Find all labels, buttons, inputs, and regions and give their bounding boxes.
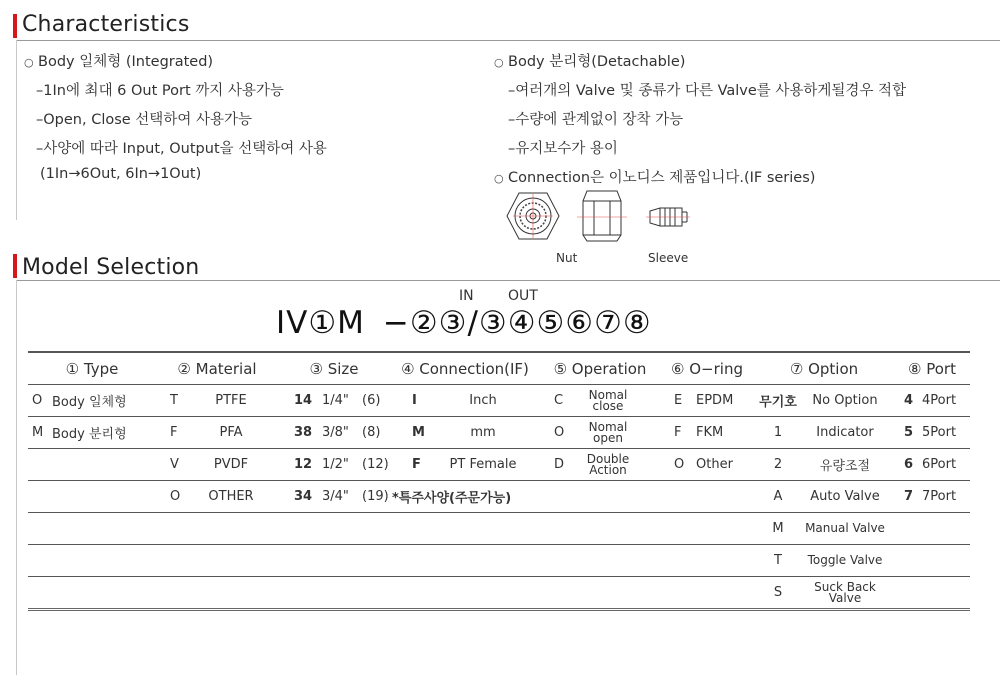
port-name: 5Port <box>922 425 957 440</box>
option-name: Manual Valve <box>805 521 885 535</box>
cell-content <box>660 577 754 608</box>
oring-name: FKM <box>696 425 724 440</box>
table-cell <box>894 481 970 513</box>
table-cell <box>754 545 894 577</box>
right-bullet-text: Body 분리형(Detachable) <box>508 54 686 70</box>
size-code: 34 <box>294 489 313 504</box>
cell-content <box>754 481 894 512</box>
left-line-3: –사양에 따라 Input, Output을 선택하여 사용 <box>36 141 327 157</box>
table-cell <box>28 513 156 545</box>
oring-code: E <box>674 393 683 408</box>
table-cell <box>28 545 156 577</box>
table-cell <box>390 449 540 481</box>
cell-content <box>660 385 754 416</box>
material-code: F <box>170 425 178 440</box>
table-cell <box>156 385 278 417</box>
table-cell <box>28 449 156 481</box>
oring-name: EPDM <box>696 393 734 408</box>
model-code <box>276 305 652 341</box>
connection-name: PT Female <box>449 457 517 472</box>
cell-content <box>390 513 540 544</box>
table-cell <box>754 481 894 513</box>
oring-code: O <box>674 457 685 472</box>
table-cell <box>660 577 754 610</box>
oring-name: Other <box>696 457 733 472</box>
option-name: Suck Back Valve <box>814 579 876 605</box>
table-cell <box>894 385 970 417</box>
cell-content <box>156 449 278 480</box>
cell-content <box>660 545 754 576</box>
cell-content <box>754 513 894 544</box>
cell-content <box>540 577 660 608</box>
model-selection-left-border <box>16 280 17 675</box>
table-cell <box>894 449 970 481</box>
table-cell <box>660 545 754 577</box>
sleeve-icon <box>646 204 690 230</box>
model-code-dash: − <box>382 305 410 341</box>
left-line-1: –1In에 최대 6 Out Port 까지 사용가능 <box>36 83 284 99</box>
cell-content <box>540 449 660 480</box>
table-cell <box>540 385 660 417</box>
cell-content <box>754 545 894 576</box>
table-cell <box>754 513 894 545</box>
option-name: Indicator <box>816 425 874 440</box>
type-name: Body 분리형 <box>52 427 127 442</box>
table-cell <box>278 385 390 417</box>
size-inch: 1/2" <box>322 457 349 472</box>
cell-content <box>894 481 970 512</box>
operation-code: D <box>554 457 565 472</box>
cell-content <box>390 545 540 576</box>
cell-content <box>754 449 894 480</box>
connection-name: mm <box>470 425 496 440</box>
table-cell <box>390 385 540 417</box>
bullet-icon: ○ <box>494 56 504 69</box>
size-mm: (19) <box>362 489 389 504</box>
right-line-2: –수량에 관계없이 장착 가능 <box>508 112 684 128</box>
operation-name: Double Action <box>586 451 630 477</box>
table-cell <box>278 545 390 577</box>
material-code: T <box>170 393 178 408</box>
model-code-prefix: IV①M <box>276 305 365 341</box>
header-option: ⑦ Option <box>754 352 894 385</box>
connection-name: Inch <box>469 393 497 408</box>
bullet-icon: ○ <box>24 56 34 69</box>
table-cell <box>278 417 390 449</box>
characteristics-rule <box>17 40 1000 41</box>
option-name: Toggle Valve <box>807 553 883 567</box>
operation-code: C <box>554 393 564 408</box>
size-inch: 3/4" <box>322 489 349 504</box>
port-code: 7 <box>904 489 914 504</box>
cell-content <box>540 481 660 512</box>
cell-content <box>28 417 156 448</box>
size-inch: 1/4" <box>322 393 349 408</box>
cell-content <box>278 449 390 480</box>
left-bullet <box>24 50 213 71</box>
cell-content <box>390 481 540 512</box>
option-code: T <box>774 553 782 568</box>
cell-content <box>278 417 390 448</box>
cell-content <box>156 545 278 576</box>
cell-content <box>894 545 970 576</box>
port-code: 4 <box>904 393 914 408</box>
table-cell <box>156 577 278 610</box>
cell-content <box>894 513 970 544</box>
cell-content <box>754 577 894 608</box>
cell-content <box>156 481 278 512</box>
characteristics-title: Characteristics <box>22 12 190 37</box>
table-cell <box>156 449 278 481</box>
table-cell <box>156 545 278 577</box>
header-type: ① Type <box>28 352 156 385</box>
table-cell <box>390 513 540 545</box>
left-line-2: –Open, Close 선택하여 사용가능 <box>36 112 252 128</box>
table-cell <box>28 417 156 449</box>
option-name: No Option <box>812 393 878 408</box>
connection-bullet <box>494 166 815 187</box>
material-code: O <box>170 489 181 504</box>
header-size: ③ Size <box>278 352 390 385</box>
option-code: 2 <box>773 457 783 472</box>
cell-content <box>156 385 278 416</box>
cell-content <box>894 577 970 608</box>
port-name: 6Port <box>922 457 957 472</box>
table-cell <box>156 481 278 513</box>
material-name: OTHER <box>208 489 254 504</box>
cell-content <box>390 385 540 416</box>
type-name: Body 일체형 <box>52 395 127 410</box>
section-accent-bar <box>13 14 17 38</box>
size-mm: (8) <box>362 425 381 440</box>
table-cell <box>894 513 970 545</box>
cell-content <box>156 513 278 544</box>
size-inch: 3/8" <box>322 425 349 440</box>
cell-content <box>278 481 390 512</box>
table-cell <box>754 417 894 449</box>
table-cell <box>540 577 660 610</box>
type-code: O <box>32 393 43 408</box>
option-name: 유량조절 <box>819 459 871 474</box>
cell-content <box>28 385 156 416</box>
out-label: OUT <box>508 288 538 304</box>
connection-code: M <box>412 425 425 440</box>
type-code: M <box>32 425 44 440</box>
table-cell <box>754 449 894 481</box>
table-row <box>28 513 970 545</box>
table-cell <box>540 545 660 577</box>
size-mm: (6) <box>362 393 381 408</box>
cell-content <box>156 417 278 448</box>
table-cell <box>540 513 660 545</box>
model-selection-table <box>28 351 970 611</box>
option-code: A <box>773 489 783 504</box>
cell-content <box>660 481 754 512</box>
table-cell <box>28 577 156 610</box>
header-material: ② Material <box>156 352 278 385</box>
cell-content <box>754 417 894 448</box>
port-code: 6 <box>904 457 914 472</box>
option-code: M <box>772 521 784 536</box>
table-cell <box>278 577 390 610</box>
cell-content <box>660 449 754 480</box>
connection-name: *특주사양(주문가능) <box>392 491 512 506</box>
in-label: IN <box>459 288 474 304</box>
table-cell <box>390 545 540 577</box>
table-cell <box>540 449 660 481</box>
oring-code: F <box>674 425 682 440</box>
port-code: 5 <box>904 425 914 440</box>
connection-code: I <box>412 393 417 408</box>
table-cell <box>660 417 754 449</box>
sleeve-label: Sleeve <box>648 251 689 265</box>
cell-content <box>540 513 660 544</box>
cell-content <box>28 513 156 544</box>
material-code: V <box>170 457 179 472</box>
cell-content <box>540 417 660 448</box>
connection-bullet-text: Connection은 이노디스 제품입니다.(IF series) <box>508 170 816 186</box>
cell-content <box>28 449 156 480</box>
table-cell <box>390 577 540 610</box>
size-code: 38 <box>294 425 313 440</box>
table-cell <box>660 449 754 481</box>
table-cell <box>540 481 660 513</box>
table-cell <box>390 417 540 449</box>
cell-content <box>278 545 390 576</box>
cell-content <box>278 513 390 544</box>
operation-name: Nomal close <box>588 387 628 413</box>
table-row <box>28 449 970 481</box>
left-line-4: (1In→6Out, 6In→1Out) <box>40 166 202 182</box>
cell-content <box>894 417 970 448</box>
cell-content <box>390 417 540 448</box>
cell-content <box>660 417 754 448</box>
table-row <box>28 577 970 610</box>
cell-content <box>28 545 156 576</box>
connection-code: F <box>412 457 421 472</box>
table-cell <box>28 481 156 513</box>
table-cell <box>894 545 970 577</box>
cell-content <box>28 481 156 512</box>
operation-code: O <box>554 425 565 440</box>
section-accent-bar <box>13 254 17 278</box>
model-code-suffix: ②③/③④⑤⑥⑦⑧ <box>409 305 652 341</box>
table-row <box>28 385 970 417</box>
header-connection: ④ Connection(IF) <box>390 352 540 385</box>
cell-content <box>390 577 540 608</box>
right-line-3: –유지보수가 용이 <box>508 141 618 157</box>
cell-content <box>390 449 540 480</box>
cell-content <box>894 385 970 416</box>
option-name: Auto Valve <box>810 489 880 504</box>
cell-content <box>540 385 660 416</box>
nut-side-icon <box>577 185 627 245</box>
table-header-row <box>28 352 970 385</box>
table-row <box>28 545 970 577</box>
port-name: 7Port <box>922 489 957 504</box>
table-cell <box>390 481 540 513</box>
material-name: PFA <box>219 425 243 440</box>
table-cell <box>156 417 278 449</box>
material-name: PTFE <box>215 393 247 408</box>
cell-content <box>278 385 390 416</box>
cell-content <box>894 449 970 480</box>
material-name: PVDF <box>213 457 249 472</box>
port-name: 4Port <box>922 393 957 408</box>
header-port: ⑧ Port <box>894 352 970 385</box>
size-code: 14 <box>294 393 313 408</box>
cell-content <box>540 545 660 576</box>
option-code: 무기호 <box>759 395 797 410</box>
table-cell <box>894 417 970 449</box>
size-code: 12 <box>294 457 313 472</box>
table-cell <box>660 385 754 417</box>
operation-name: Nomal open <box>588 419 628 445</box>
model-selection-title: Model Selection <box>22 255 200 280</box>
cell-content <box>156 577 278 608</box>
nut-front-icon <box>505 190 561 242</box>
table-cell <box>754 577 894 610</box>
table-cell <box>660 513 754 545</box>
table-cell <box>278 513 390 545</box>
right-line-1: –여러개의 Valve 및 종류가 다른 Valve를 사용하게될경우 적합 <box>508 83 907 99</box>
table-cell <box>894 577 970 610</box>
characteristics-left-border <box>16 40 17 220</box>
header-operation: ⑤ Operation <box>540 352 660 385</box>
table-cell <box>156 513 278 545</box>
right-bullet <box>494 50 685 71</box>
table-cell <box>540 417 660 449</box>
table-cell <box>660 481 754 513</box>
bullet-icon: ○ <box>494 172 504 185</box>
header-oring: ⑥ O−ring <box>660 352 754 385</box>
table-row <box>28 481 970 513</box>
size-mm: (12) <box>362 457 389 472</box>
table-cell <box>278 481 390 513</box>
table-row <box>28 417 970 449</box>
table-cell <box>278 449 390 481</box>
left-bullet-text: Body 일체형 (Integrated) <box>38 54 214 70</box>
cell-content <box>28 577 156 608</box>
cell-content <box>278 577 390 608</box>
option-code: 1 <box>773 425 783 440</box>
option-code: S <box>773 585 783 600</box>
cell-content <box>754 385 894 416</box>
model-selection-rule <box>17 280 1000 281</box>
table-cell <box>754 385 894 417</box>
cell-content <box>660 513 754 544</box>
nut-label: Nut <box>556 251 578 265</box>
table-cell <box>28 385 156 417</box>
